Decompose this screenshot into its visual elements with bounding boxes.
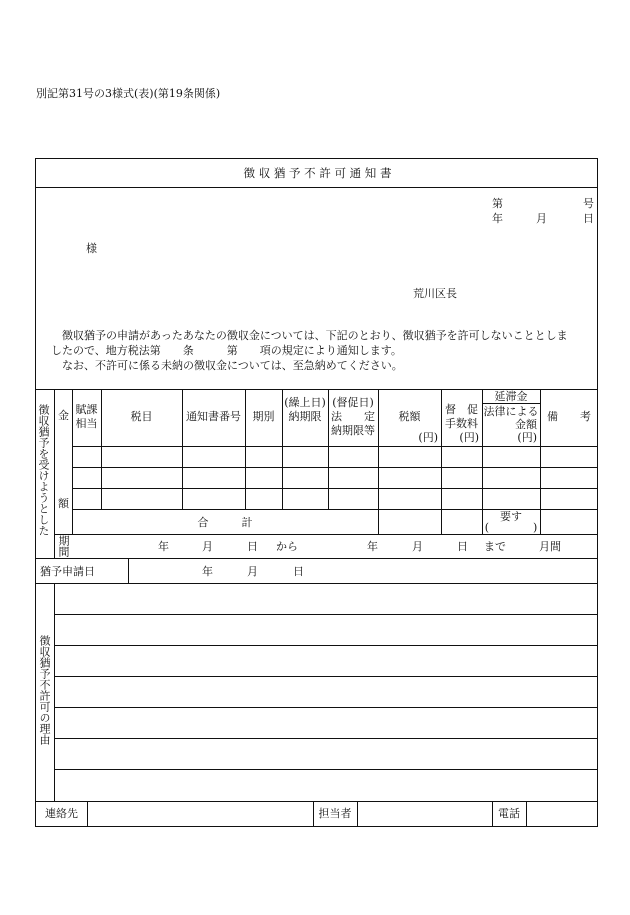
side-label: 徴収猶予を受けようとした <box>37 404 50 536</box>
reason-line-4 <box>54 707 598 708</box>
period-kara: から <box>276 540 298 553</box>
col-line-zeimoku <box>182 389 183 509</box>
footer-line-5 <box>526 801 527 827</box>
period-month-2: 月 <box>412 540 423 553</box>
shinsei-divider <box>128 558 129 583</box>
shinsei-year: 年 <box>202 565 213 578</box>
yosu-label: 要す <box>500 510 522 523</box>
col-fuka-2: 相当 <box>75 417 98 430</box>
reason-line-1 <box>54 614 598 615</box>
period-day-1: 日 <box>247 540 258 553</box>
date-month: 月 <box>536 212 547 225</box>
reason-line-6 <box>54 769 598 770</box>
col-entai: 延滞金 <box>494 390 528 403</box>
title-divider <box>36 187 598 188</box>
col-noki-1: (繰上日) <box>284 396 326 409</box>
col-kibetsu: 期別 <box>252 410 275 423</box>
period-year-2: 年 <box>367 540 378 553</box>
contact-label: 連絡先 <box>45 807 78 820</box>
col-tokusoku-3: (円) <box>459 431 479 444</box>
reason-line-2 <box>54 645 598 646</box>
col-entai-sub-3: (円) <box>517 431 537 444</box>
col-zeimoku: 税目 <box>130 410 153 423</box>
yosu-paren: ( ) <box>484 521 538 534</box>
shinsei-bottom-line <box>36 583 598 584</box>
period-kikan: 月間 <box>539 540 561 553</box>
col-biko: 備 考 <box>547 410 591 423</box>
kikan-label: 期間 <box>57 535 70 557</box>
form-title: 徴 収 猶 予 不 許 可 通 知 書 <box>243 166 392 180</box>
col-hotei-2: 法 定 <box>331 410 375 423</box>
shinsei-month: 月 <box>247 565 258 578</box>
col-hotei-3: 納期限等 <box>331 424 375 437</box>
shinsei-label: 猶予申請日 <box>40 565 95 578</box>
side-divider <box>54 389 55 558</box>
footer-line-3 <box>357 801 358 827</box>
total-label: 合 計 <box>197 516 253 529</box>
addressee-sama: 様 <box>86 242 97 255</box>
col-noki-2: 納期限 <box>288 410 322 423</box>
period-day-2: 日 <box>457 540 468 553</box>
body-line-1: 徴収猶予の申請があったあなたの徴収金については、下記のとおり、徴収猶予を許可しないこととしま <box>62 329 568 342</box>
tel-label: 電話 <box>498 807 520 820</box>
body-line-3: なお、不許可に係る未納の徴収金については、至急納めてください。 <box>62 359 403 372</box>
col-tokusoku-1: 督 促 <box>445 403 478 416</box>
notice-form <box>35 158 598 827</box>
form-caption: 別記第31号の3様式(表)(第19条関係) <box>36 87 221 100</box>
header-bottom-line <box>72 446 598 447</box>
col-tokusoku-2: 手数料 <box>445 417 478 430</box>
period-made: まで <box>484 540 506 553</box>
date-day: 日 <box>583 212 594 225</box>
period-month-1: 月 <box>202 540 213 553</box>
footer-line-1 <box>87 801 88 827</box>
number-dai: 第 <box>492 197 503 210</box>
col-entai-sub-2: 金額 <box>515 418 537 431</box>
shinsei-day: 日 <box>293 565 304 578</box>
period-bottom-line <box>36 558 598 559</box>
col-hotei-1: (督促日) <box>332 396 374 409</box>
reason-line-5 <box>54 738 598 739</box>
gaku-label: 額 <box>58 497 69 510</box>
number-go: 号 <box>583 197 594 210</box>
col-tsuchi: 通知書番号 <box>186 410 241 423</box>
tanto-label: 担当者 <box>318 807 352 820</box>
col-line-tsuchi <box>245 389 246 509</box>
kin-label: 金 <box>58 409 69 422</box>
date-year: 年 <box>492 212 503 225</box>
row-line-2 <box>72 488 598 489</box>
col-line-fuka <box>101 389 102 509</box>
col-entai-sub-1: 法律による <box>483 405 539 418</box>
reason-label: 徴収猶予不許可の理由 <box>38 635 51 745</box>
row-line-1 <box>72 467 598 468</box>
col-fuka-1: 賦課 <box>75 403 98 416</box>
body-line-2: したので、地方税法第 条 第 項の規定により通知します。 <box>51 344 402 357</box>
issuer-name: 荒川区長 <box>413 287 457 300</box>
col-zeigaku-unit: (円) <box>418 431 438 444</box>
footer-top-line <box>36 801 598 802</box>
col-zeigaku: 税額 <box>398 410 421 423</box>
period-year-1: 年 <box>158 540 169 553</box>
reason-line-3 <box>54 676 598 677</box>
